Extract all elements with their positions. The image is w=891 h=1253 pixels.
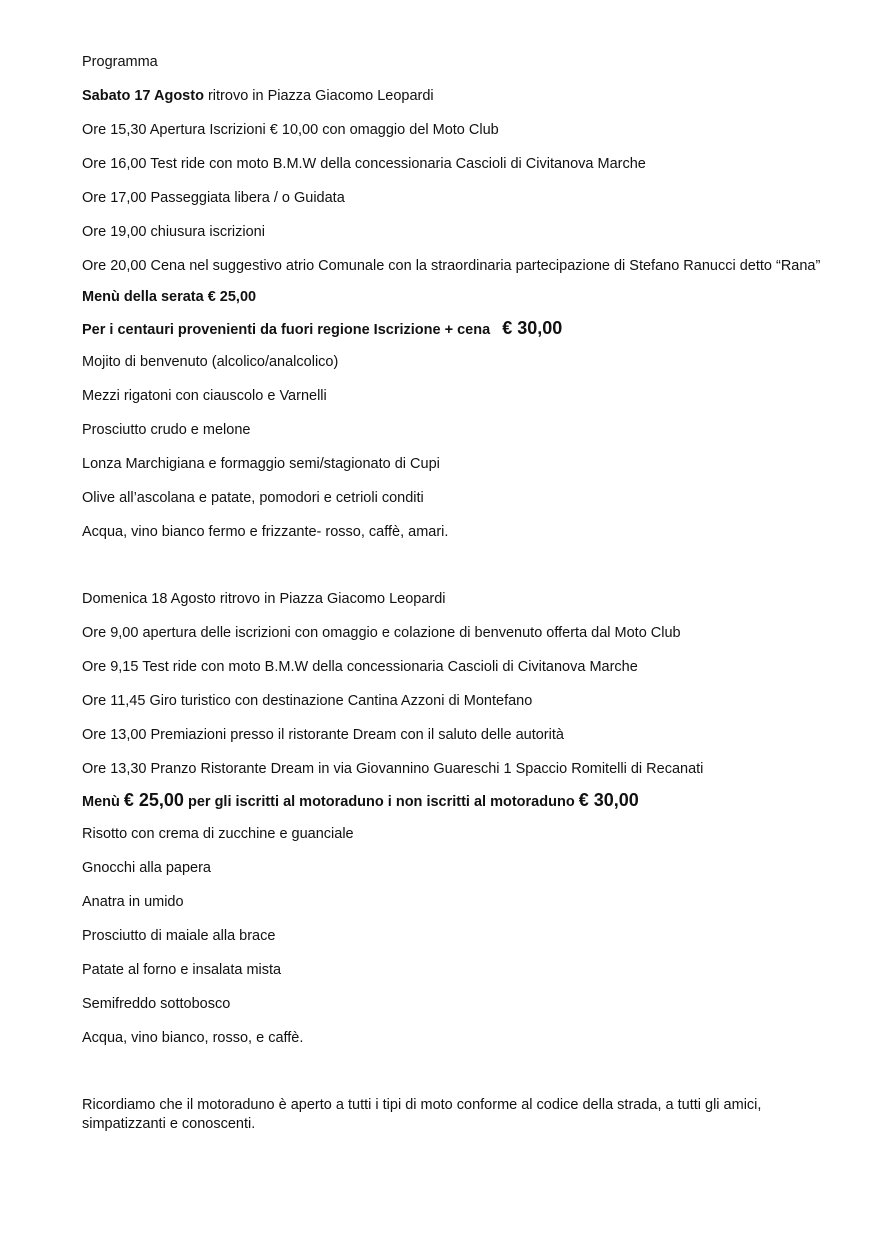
centauri-price: € 30,00 xyxy=(502,318,563,338)
domenica-item: Ore 9,00 apertura delle iscrizioni con omaggio e colazione di benvenuto offerta dal Moto Club xyxy=(82,625,681,641)
menu-price-description: per gli iscritti al motoraduno i non iscritti al motoraduno xyxy=(187,794,575,810)
domenica-menu-item: Patate al forno e insalata mista xyxy=(82,962,282,978)
domenica-menu-item: Risotto con crema di zucchine e guanciale xyxy=(82,826,354,842)
document-page xyxy=(82,53,822,1149)
sabato-menu-title: Menù della serata € 25,00 xyxy=(82,289,257,305)
domenica-item: Ore 9,15 Test ride con moto B.M.W della concessionaria Cascioli di Civitanova Marche xyxy=(82,659,638,675)
domenica-item: Ore 11,45 Giro turistico con destinazione Cantina Azzoni di Montefano xyxy=(82,693,533,709)
menu-price-iscritti: € 25,00 xyxy=(123,790,184,810)
sabato-menu-item: Mojito di benvenuto (alcolico/analcolico) xyxy=(82,354,339,370)
section-gap xyxy=(82,1063,822,1096)
sabato-menu-item: Prosciutto crudo e melone xyxy=(82,422,251,438)
programma-heading: Programma xyxy=(82,54,158,70)
sabato-menu-item: Acqua, vino bianco fermo e frizzante- rosso, caffè, amari. xyxy=(82,524,449,540)
domenica-menu-item: Semifreddo sottobosco xyxy=(82,996,231,1012)
domenica-menu-item: Acqua, vino bianco, rosso, e caffè. xyxy=(82,1030,304,1046)
menu-label: Menù xyxy=(82,794,120,810)
sabato-menu-item: Lonza Marchigiana e formaggio semi/stagionato di Cupi xyxy=(82,456,440,472)
sabato-item: Ore 17,00 Passeggiata libera / o Guidata xyxy=(82,190,345,206)
section-gap xyxy=(82,557,822,590)
domenica-menu-item: Gnocchi alla papera xyxy=(82,860,211,876)
domenica-menu-title xyxy=(82,791,822,812)
sabato-item: Ore 15,30 Apertura Iscrizioni € 10,00 con omaggio del Moto Club xyxy=(82,122,499,138)
domenica-menu-item: Prosciutto di maiale alla brace xyxy=(82,928,276,944)
centauri-line xyxy=(82,319,822,340)
domenica-menu-item: Anatra in umido xyxy=(82,894,184,910)
sabato-heading xyxy=(82,87,822,106)
domenica-item: Ore 13,30 Pranzo Ristorante Dream in via Giovannino Guareschi 1 Spaccio Romitelli di Recanati xyxy=(82,761,704,777)
sabato-menu-item: Mezzi rigatoni con ciauscolo e Varnelli xyxy=(82,388,327,404)
sabato-date: Sabato 17 Agosto xyxy=(82,88,204,104)
menu-price-non-iscritti: € 30,00 xyxy=(578,790,639,810)
sabato-location: ritrovo in Piazza Giacomo Leopardi xyxy=(203,88,434,104)
sabato-item: Ore 20,00 Cena nel suggestivo atrio Comunale con la straordinaria partecipazione di Stefano Ranucci detto “Rana” xyxy=(82,258,821,274)
sabato-item: Ore 16,00 Test ride con moto B.M.W della concessionaria Cascioli di Civitanova Marche xyxy=(82,156,646,172)
centauri-text: Per i centauri provenienti da fuori regione Iscrizione + cena xyxy=(82,322,491,338)
sabato-menu-item: Olive all’ascolana e patate, pomodori e cetrioli conditi xyxy=(82,490,424,506)
closing-note: Ricordiamo che il motoraduno è aperto a tutti i tipi di moto conforme al codice della strada, a tutti gli amici, simpatizzanti e conoscenti. xyxy=(82,1097,762,1132)
sabato-item: Ore 19,00 chiusura iscrizioni xyxy=(82,224,265,240)
domenica-item: Ore 13,00 Premiazioni presso il ristorante Dream con il saluto delle autorità xyxy=(82,727,564,743)
domenica-heading: Domenica 18 Agosto ritrovo in Piazza Giacomo Leopardi xyxy=(82,591,446,607)
